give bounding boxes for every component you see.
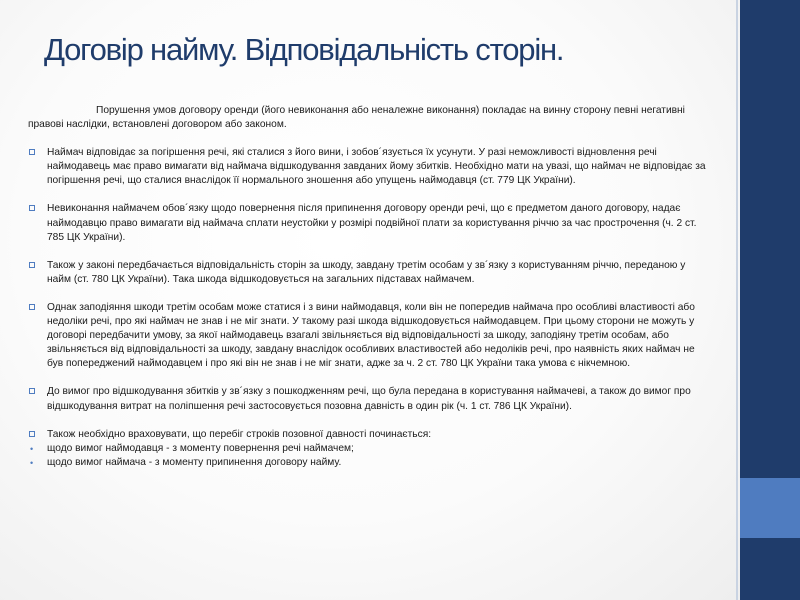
- intro-paragraph: Порушення умов договору оренди (його невиконання або неналежне виконання) покладає на винну сторону певні негативні правові наслідки, встановлені договором або законом.: [28, 105, 685, 131]
- sub-list-item: [28, 442, 712, 456]
- list-item: [28, 301, 712, 371]
- square-bullet-icon: [29, 431, 35, 437]
- list-item: [28, 146, 712, 188]
- list-item-text: Також необхідно враховувати, що перебіг строків позовної давності починається:: [47, 428, 432, 440]
- list-item-text: Однак заподіяння шкоди третім особам може статися і з вини наймодавця, коли він не попередив наймача про особливі властивості або недоліки речі, про які наймач не знав і не міг знати. У такому разі шкода відшкодовується наймодавцем. При цьому сторони не можуть у договорі передбачити умову, за якої наймодавець взагалі звільняється від відповідальності за шкоду, заподіяну третім особам, або звільняється від відповідальності за шкоду, завдану внаслідок особливих властивостей або недоліків речі, про наявність яких наймач не був попереджений наймодавцем і про які він не знав і не міг знати, адже за ч. 2 ст. 780 ЦК України така умова є нікчемною.: [47, 301, 695, 370]
- dot-bullet-icon: •: [30, 457, 34, 468]
- side-accent-block: [740, 478, 800, 538]
- list-item: [28, 385, 712, 413]
- slide-body: [28, 104, 712, 470]
- dot-bullet-icon: •: [30, 443, 34, 454]
- square-bullet-icon: [29, 205, 35, 211]
- square-bullet-icon: [29, 304, 35, 310]
- square-bullet-icon: [29, 262, 35, 268]
- sub-list-item-text: щодо вимог наймача - з моменту припинення договору найму.: [47, 456, 342, 468]
- slide-title: Договір найму. Відповідальність сторін.: [44, 32, 564, 67]
- sub-list-item: [28, 456, 712, 470]
- list-item-text: Невиконання наймачем обов´язку щодо повернення після припинення договору оренди речі, що є предметом даного договору, надає наймодавцю право вимагати від наймача сплати неустойки у розмірі подвійної плати за користування річчю за час прострочення (ч. 2 ст. 785 ЦК України).: [47, 203, 697, 243]
- list-item-text: Наймач відповідає за погіршення речі, які сталися з його вини, і зобов´язується їх усунути. У разі неможливості відновлення речі наймодавець має право вимагати від наймача відшкодування завданих йому збитків. Необхідно мати на увазі, що наймач не відповідає за погіршення речі, що сталися внаслідок її нормального зношення або упущень наймодавця (ст. 779 ЦК України).: [47, 147, 706, 187]
- square-bullet-icon: [29, 149, 35, 155]
- list-item-text: Також у законі передбачається відповідальність сторін за шкоду, завдану третім особам у зв´язку з користуванням річчю, переданою у найм (ст. 780 ЦК України). Така шкода відшкодовується на загальних підставах наймачем.: [47, 259, 686, 285]
- square-bullet-icon: [29, 388, 35, 394]
- list-item: [28, 428, 712, 442]
- sub-list-item-text: щодо вимог наймодавця - з моменту повернення речі наймачем;: [47, 442, 354, 454]
- side-divider-line: [736, 0, 738, 600]
- list-item-text: До вимог про відшкодування збитків у зв´язку з пошкодженням речі, що була передана в користування наймачеві, а також до вимог про відшкодування витрат на поліпшення речі застосовується позовна давність в один рік (ч. 1 ст. 786 ЦК України).: [47, 386, 691, 412]
- list-item: [28, 202, 712, 244]
- list-item: [28, 259, 712, 287]
